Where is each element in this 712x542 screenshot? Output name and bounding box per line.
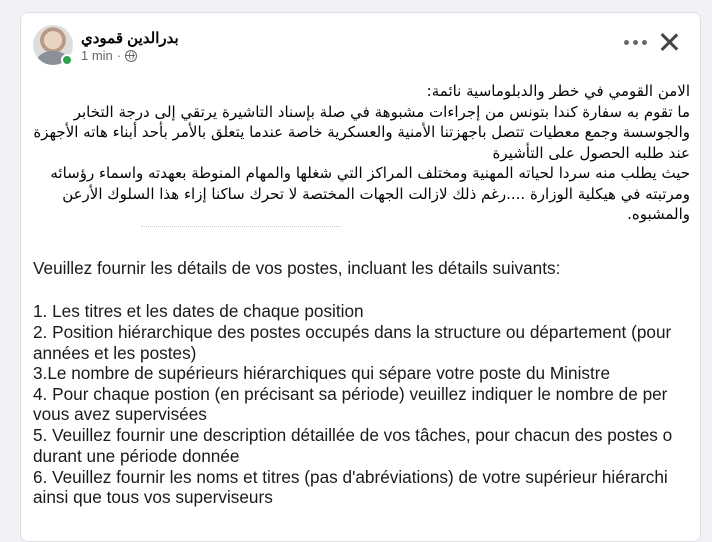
doc-line: 1. Les titres et les dates de chaque position <box>33 301 364 321</box>
doc-line: vous avez supervisées <box>33 404 207 424</box>
meta-separator: · <box>116 48 122 63</box>
post-text-line: الامن القومي في خطر والدبلوماسية نائمة: <box>426 82 690 100</box>
post-meta <box>81 48 137 63</box>
post-time[interactable]: 1 min <box>81 48 113 63</box>
doc-line: 2. Position hiérarchique des postes occupés dans la structure ou département (pour <box>33 322 672 342</box>
post-text-line: والمشبوه. <box>627 205 690 223</box>
post-image[interactable] <box>21 228 701 542</box>
post-text-line: ومرتبته في هيكلية الوزارة ....رغم ذلك لازالت الجهات المختصة لا تحرك ساكنا إزاء هذا السلوك الأرعن <box>62 184 690 203</box>
doc-line: années et les postes) <box>33 343 197 363</box>
close-button[interactable] <box>656 29 682 55</box>
post-text-line: ما تقوم به سفارة كندا بتونس من إجراءات مشبوهة في صلة بإسناد التاشيرة يرتقي إلى درجة التخابر <box>73 102 690 121</box>
post-text-line: حيث يطلب منه سردا لحياته المهنية ومختلف المراكز التي شغلها والمهام المنوطة بعهدته واسماء رؤسائه <box>50 164 690 182</box>
doc-line: 4. Pour chaque postion (en précisant sa période) veuillez indiquer le nombre de per <box>33 384 668 404</box>
online-status-icon <box>61 54 73 66</box>
doc-line: durant une période donnée <box>33 446 240 466</box>
doc-line: ainsi que tous vos superviseurs <box>33 487 273 507</box>
globe-icon[interactable] <box>125 50 137 62</box>
post-card <box>20 12 701 542</box>
doc-line: 5. Veuillez fournir une description détaillée de vos tâches, pour chacun des postes o <box>33 425 673 445</box>
post-text-line: عند طلبه الحصول على التأشيرة <box>492 143 690 162</box>
author-name[interactable]: بدرالدين قمودي <box>81 30 179 47</box>
doc-intro: Veuillez fournir les détails de vos postes, incluant les détails suivants: <box>33 258 561 278</box>
text-image-divider <box>141 226 341 227</box>
post-header <box>21 13 700 73</box>
doc-line: 6. Veuillez fournir les noms et titres (pas d'abréviations) de votre supérieur hiérarchi <box>33 467 668 487</box>
doc-line: 3.Le nombre de supérieurs hiérarchiques qui sépare votre poste du Ministre <box>33 363 611 383</box>
more-options-icon <box>624 40 629 45</box>
post-text <box>33 81 690 225</box>
more-options-button[interactable] <box>617 30 653 54</box>
post-text-line: والجوسسة وجمع معطيات تتصل باجهزتنا الأمنية والعسكرية خاصة عندما يتعلق بالأمر بأحد أبناء هاته الأجهزة <box>33 123 690 141</box>
